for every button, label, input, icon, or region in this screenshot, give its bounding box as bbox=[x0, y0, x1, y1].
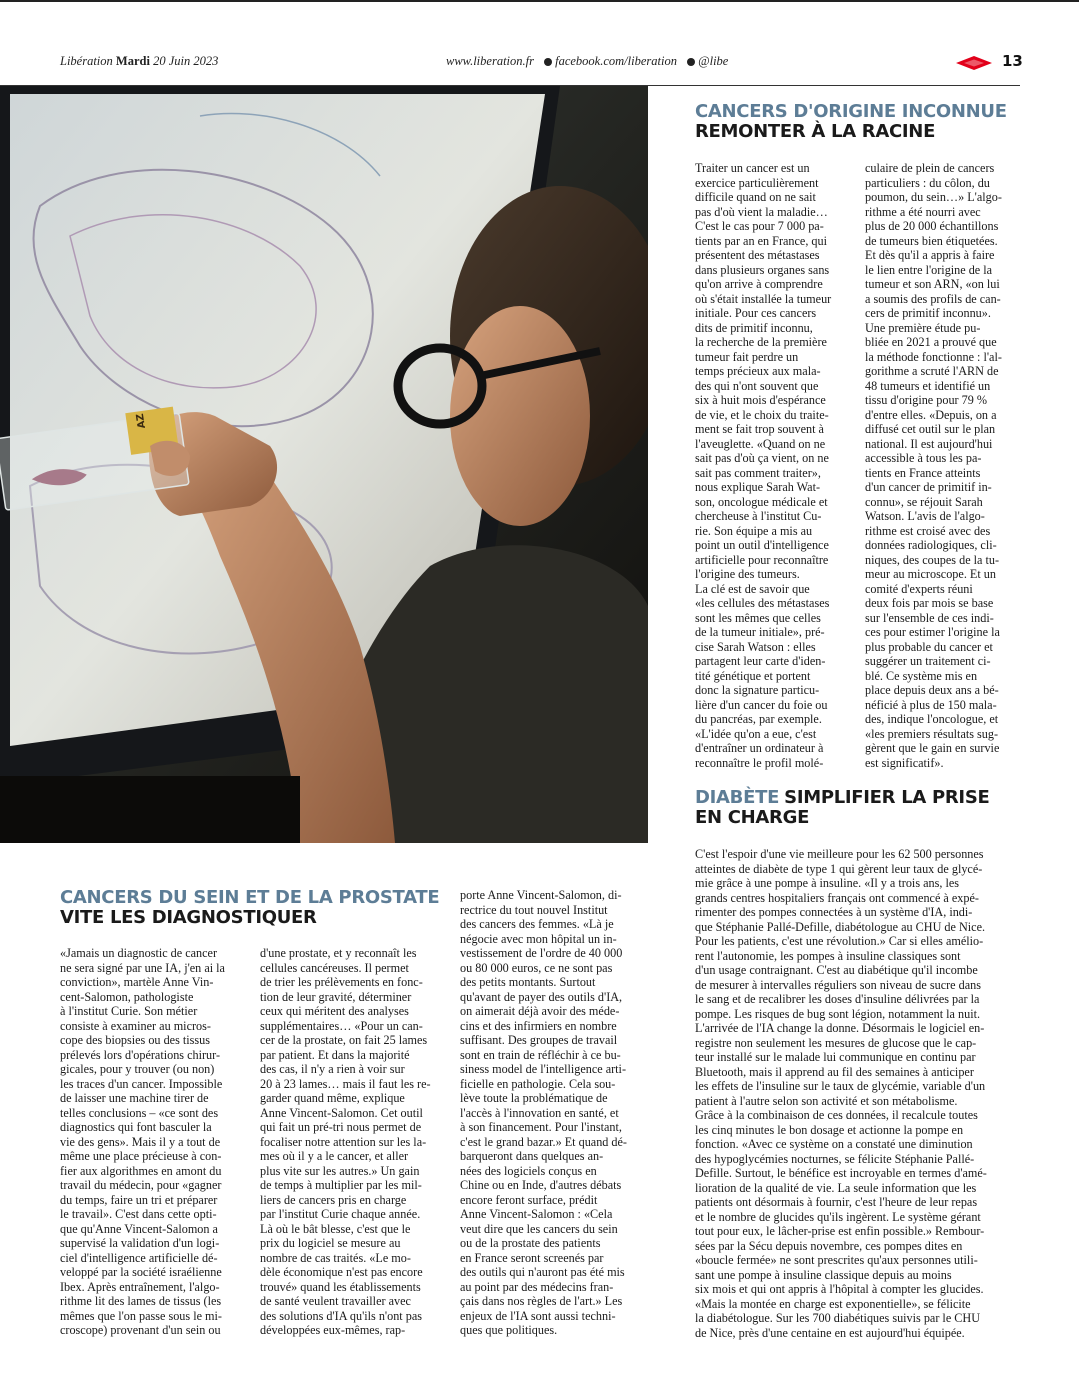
article-photo bbox=[0, 86, 648, 843]
text-line: travail du médecin, pour «gagner bbox=[60, 1178, 222, 1192]
text-line: sur l'ensemble de ces indi- bbox=[865, 610, 994, 625]
text-line: a soumis des profils de can- bbox=[865, 291, 1001, 306]
header-dateline bbox=[60, 54, 218, 69]
text-line: sont les mêmes que celles bbox=[695, 610, 821, 625]
text-line: cellules cancéreuses. Il permet bbox=[260, 960, 409, 975]
text-line: nous explique Sarah Wat- bbox=[695, 480, 821, 494]
text-line: des hypoglycémies nocturnes, se félicite Stéphanie Pallé- bbox=[695, 1151, 975, 1166]
text-line: prix du logiciel se mesure au bbox=[260, 1236, 401, 1250]
article-column-2 bbox=[865, 161, 1029, 770]
text-line: tité génétique et portent bbox=[695, 668, 811, 683]
text-line: nombre de cas traités. «Le mo- bbox=[260, 1250, 411, 1265]
text-line: place depuis deux ans a bé- bbox=[865, 683, 999, 697]
text-line: cer de la prostate, on fait 25 lames bbox=[260, 1033, 428, 1047]
text-line: qu'avant de payer des outils d'IA, bbox=[460, 989, 623, 1004]
text-line: cope des biopsies ou des tissus bbox=[60, 1033, 210, 1047]
text-line: tion de leur gravité, déterminer bbox=[260, 989, 412, 1004]
text-line: qu'on arrive à comprendre bbox=[695, 277, 823, 291]
text-line: de la tumeur initiale», pré- bbox=[695, 625, 825, 639]
text-line: connu», se réjouit Sarah bbox=[865, 494, 983, 509]
text-line: particuliers : du côlon, du bbox=[865, 175, 990, 190]
text-line: 20 à 23 lames… mais il faut les re- bbox=[260, 1076, 431, 1091]
text-line: sait pas d'où ça vient, on ne bbox=[695, 451, 829, 465]
article-heading-diabete bbox=[695, 788, 1035, 828]
text-line: barqueront dans quelques an- bbox=[460, 1149, 604, 1163]
text-line: deux fois par mois se base bbox=[865, 596, 994, 610]
text-line: national. Il est aujourd'hui bbox=[865, 436, 993, 451]
text-line: meur au microscope. Et un bbox=[865, 567, 996, 581]
article-column-3 bbox=[460, 888, 650, 1338]
text-line: enjeux de l'IA sont aussi techni- bbox=[460, 1308, 616, 1323]
text-line: Defille. Surtout, le bénéfice est incroyable en termes d'amé- bbox=[695, 1166, 987, 1180]
text-line: reconnaître le profil molé- bbox=[695, 755, 824, 770]
text-line: ques que politiques. bbox=[460, 1323, 558, 1337]
text-line: de mesurer à intervalles réguliers son niveau de sucre dans bbox=[695, 977, 981, 992]
text-line: Et dès qu'il a appris à faire bbox=[865, 248, 995, 262]
text-line: Anne Vincent-Salomon : «Cela bbox=[460, 1207, 613, 1221]
website-link[interactable]: www.liberation.fr bbox=[446, 54, 534, 68]
text-line: rent l'autonomie, les pompes à insuline classiques sont bbox=[695, 948, 961, 963]
text-line: focaliser notre attention sur les la- bbox=[260, 1134, 427, 1149]
text-line: pas d'où vient la maladie… bbox=[695, 204, 828, 219]
text-line: Pour les patients, c'est une révolution.» Car si elles amélio- bbox=[695, 934, 984, 948]
text-line: registre non seulement les mesures de glucose que le cap- bbox=[695, 1035, 977, 1050]
text-line: sées par la Sécu depuis novembre, ces pompes dites en bbox=[695, 1238, 963, 1253]
text-line: tumeur fait perdre un bbox=[695, 349, 799, 364]
text-line: patients ont désormais à fournir, c'est l'heure de leur repas bbox=[695, 1195, 978, 1209]
text-line: veut dire que les cancers du sein bbox=[460, 1221, 618, 1236]
text-line: «boucle fermée» ne sont prescrites qu'aux personnes utili- bbox=[695, 1253, 978, 1267]
text-line: d'entraîner un ordinateur à bbox=[695, 741, 824, 755]
text-line: ment se fait trop souvent à bbox=[695, 422, 824, 436]
text-line: veloppé par la société israélienne bbox=[60, 1265, 222, 1279]
text-line: par l'institut Curie chaque année. bbox=[260, 1207, 421, 1221]
text-line: lioration de la qualité de vie. La seule information que les bbox=[695, 1180, 977, 1195]
text-line: La clé est de savoir que bbox=[695, 581, 810, 596]
slide-label: AZ bbox=[134, 412, 148, 430]
text-line: niques, des coupes de la tu- bbox=[865, 552, 1000, 567]
twitter-icon bbox=[687, 58, 695, 66]
text-line: c'est le grand bazar.» Et quand dé- bbox=[460, 1134, 627, 1149]
text-line: difficile quand on ne sait bbox=[695, 190, 816, 204]
text-line: ou 80 000 euros, ce ne sont pas bbox=[460, 960, 613, 975]
text-line: çais dans nos règles de l'art.» Les bbox=[460, 1294, 623, 1308]
text-line: son, oncologue médicale et bbox=[695, 494, 828, 509]
text-line: où s'était installée la tumeur bbox=[695, 291, 832, 306]
text-line: initiale. Pour ces cancers bbox=[695, 306, 817, 320]
text-line: est significatif». bbox=[865, 755, 944, 770]
text-line: on aimerait déjà avoir des méde- bbox=[460, 1004, 620, 1018]
text-line: artificielle pour reconnaître bbox=[695, 552, 829, 567]
text-line: du pancréas, par exemple. bbox=[695, 712, 822, 726]
text-line: tients par an en France, qui bbox=[695, 233, 827, 248]
text-line: de laisser une machine tirer de bbox=[60, 1091, 209, 1105]
publication-name: Libération bbox=[60, 54, 113, 68]
text-line: suffisant. Des groupes de travail bbox=[460, 1033, 618, 1047]
text-line: dèle économique n'est pas encore bbox=[260, 1265, 423, 1279]
text-line: suggérer un traitement ci- bbox=[865, 654, 991, 668]
text-line: «les premiers résultats sug- bbox=[865, 726, 999, 741]
text-line: de Nice, près d'une centaine en est aujourd'hui équipée. bbox=[695, 1325, 965, 1340]
text-line: de trier les prélèvements en fonc- bbox=[260, 975, 423, 989]
text-line: sant une pompe à insuline classique depuis au moins bbox=[695, 1267, 952, 1282]
text-line: six à huit mois d'espérance bbox=[695, 393, 826, 407]
text-line: le sang et de recalibrer les doses d'insuline délivrées par la bbox=[695, 992, 980, 1006]
text-line: Anne Vincent-Salomon. Cet outil bbox=[260, 1105, 423, 1120]
top-border bbox=[0, 0, 1079, 2]
text-line: L'arrivée de l'IA change la donne. Désormais le logiciel en- bbox=[695, 1021, 985, 1035]
text-line: au point par des médecins fran- bbox=[460, 1279, 614, 1294]
article-title: VITE LES DIAGNOSTIQUER bbox=[60, 907, 317, 928]
photo-illustration bbox=[0, 86, 648, 843]
text-line: rithme lit des lames de tissus (les bbox=[60, 1294, 222, 1308]
text-line: du temps, faire un tri et préparer bbox=[60, 1192, 218, 1207]
text-line: données radiologiques, cli- bbox=[865, 538, 997, 552]
text-line: Une première étude pu- bbox=[865, 320, 981, 335]
text-line: «Mais la montée en charge est exponentielle», se félicite bbox=[695, 1296, 971, 1311]
text-line: ciel d'intelligence artificielle dé- bbox=[60, 1250, 218, 1265]
text-line: et le nombre de glucides qu'ils ingèrent. Le système gérant bbox=[695, 1209, 981, 1224]
date-weekday: Mardi bbox=[115, 54, 150, 68]
text-line: de temps à multiplier par les mil- bbox=[260, 1178, 422, 1192]
text-line: partagent leur carte d'iden- bbox=[695, 654, 826, 668]
facebook-icon bbox=[544, 58, 552, 66]
text-line: en France seront screenés par bbox=[460, 1250, 604, 1265]
text-line: rimenter des pompes connectées à un système d'IA, indi- bbox=[695, 905, 973, 919]
text-line: Traiter un cancer est un bbox=[695, 161, 810, 175]
text-line: des qui n'ont souvent que bbox=[695, 378, 819, 393]
text-line: développées eux-mêmes, rap- bbox=[260, 1323, 406, 1337]
text-line: teur installé sur le malade lui communique en continu par bbox=[695, 1050, 976, 1064]
text-line: «les cellules des métastases bbox=[695, 596, 830, 610]
text-line: comité d'experts réuni bbox=[865, 581, 973, 596]
text-line: chercheuse à l'institut Cu- bbox=[695, 509, 822, 523]
article-kicker: CANCERS D'ORIGINE INCONNUE bbox=[695, 101, 1007, 122]
text-line: Chine ou en Inde, d'autres débats bbox=[460, 1178, 622, 1192]
text-line: de santé veulent travailler avec bbox=[260, 1294, 411, 1308]
text-line: présentent des métastases bbox=[695, 248, 820, 262]
article-kicker: DIABÈTE bbox=[695, 787, 780, 808]
page-header bbox=[0, 52, 1079, 76]
facebook-link[interactable]: facebook.com/liberation bbox=[555, 54, 677, 68]
text-line: les traces d'un cancer. Impossible bbox=[60, 1076, 223, 1091]
text-line: la diabétologue. Sur les 700 diabétiques suivis par le CHU bbox=[695, 1311, 981, 1325]
text-line: des cancers des femmes. «Là je bbox=[460, 917, 614, 931]
text-line: donc la signature particu- bbox=[695, 683, 820, 697]
text-line: patient à l'autre selon son activité et son métabolisme. bbox=[695, 1093, 958, 1108]
text-line: cise Sarah Watson : elles bbox=[695, 639, 816, 654]
text-line: cent-Salomon, pathologiste bbox=[60, 989, 194, 1004]
text-line: la méthode fonctionne : l'al- bbox=[865, 349, 1002, 364]
text-line: bliée en 2021 a prouvé que bbox=[865, 335, 997, 349]
text-line: garder quand même, explique bbox=[260, 1091, 405, 1105]
text-line: gicales, pour y trouver (ou non) bbox=[60, 1062, 215, 1076]
text-line: culaire de plein de cancers bbox=[865, 161, 995, 175]
page-number: 13 bbox=[1002, 52, 1023, 70]
text-line: d'un usage contraignant. C'est au diabétique qu'il incombe bbox=[695, 963, 978, 977]
text-line: qui fait un pré-tri nous permet de bbox=[260, 1120, 422, 1134]
text-line: tissu d'origine pour 79 % bbox=[865, 393, 988, 407]
text-line: Grâce à la combinaison de ces données, il recalcule toutes bbox=[695, 1108, 978, 1122]
article-kicker: CANCERS DU SEIN ET DE LA PROSTATE bbox=[60, 887, 440, 908]
text-line: la recherche de la première bbox=[695, 335, 827, 349]
text-line: l'accès à l'innovation en santé, et bbox=[460, 1105, 619, 1120]
text-line: que Stéphanie Pallé-Defille, diabétologue au CHU de Nice. bbox=[695, 919, 986, 934]
text-line: accessible à tous les pa- bbox=[865, 451, 982, 465]
text-line: fier aux algorithmes en amont du bbox=[60, 1163, 222, 1178]
article-title: REMONTER À LA RACINE bbox=[695, 121, 936, 142]
text-line: d'une prostate, et y reconnaît les bbox=[260, 946, 417, 960]
text-line: pompe. Les risques de bug sont légion, notamment la nuit. bbox=[695, 1006, 981, 1021]
text-line: des petits montants. Surtout bbox=[460, 975, 596, 989]
text-line: des, indique l'oncologue, et bbox=[865, 712, 999, 726]
liberation-logo-icon bbox=[956, 55, 992, 71]
text-line: gorithme a scruté l'ARN de bbox=[865, 364, 999, 378]
text-line: blé. Ce système mis en bbox=[865, 668, 978, 683]
text-line: trouvé» quand les établissements bbox=[260, 1279, 421, 1294]
text-line: vestissement de l'ordre de 40 000 bbox=[460, 946, 623, 960]
text-line: les effets de l'insuline sur le taux de glycémie, variable d'un bbox=[695, 1079, 986, 1093]
text-line: sait pas comment traiter», bbox=[695, 465, 821, 480]
text-line: l'aveuglette. «Quand on ne bbox=[695, 436, 826, 451]
article-heading-cancers-inconnus bbox=[695, 102, 1035, 142]
text-line: plus vite sur les autres.» Un gain bbox=[260, 1163, 420, 1178]
text-line: siness model de l'intelligence arti- bbox=[460, 1062, 627, 1076]
text-line: des cas, il n'y a rien à voir sur bbox=[260, 1062, 405, 1076]
text-line: tumeur et son ARN, «on lui bbox=[865, 277, 1000, 291]
text-line: nées des logiciels conçus en bbox=[460, 1163, 597, 1178]
text-line: lève toute la problématique de bbox=[460, 1091, 608, 1105]
text-line: encore feront surface, prédit bbox=[460, 1192, 598, 1207]
text-line: négocie avec mon hôpital un in- bbox=[460, 931, 617, 946]
text-line: mes où il y a le cancer, et aller bbox=[260, 1149, 409, 1163]
text-line: de tumeurs bien étiquetées. bbox=[865, 233, 998, 248]
text-line: le travail». C'est dans cette opti- bbox=[60, 1207, 217, 1221]
text-line: grands centres hospitaliers français ont commencé à expé- bbox=[695, 890, 979, 905]
text-line: six mois et qui ont appris à l'hôpital à compter les glucides. bbox=[695, 1282, 984, 1296]
text-line: ne sera signé par une IA, j'en ai la bbox=[60, 960, 225, 975]
text-line: diagnostics qui font basculer la bbox=[60, 1120, 212, 1134]
text-line: «Jamais un diagnostic de cancer bbox=[60, 946, 218, 960]
text-line: telles conclusions – «ce sont des bbox=[60, 1105, 219, 1120]
text-line: rie. Son équipe a mis au bbox=[695, 523, 813, 538]
text-line: prélevés lors d'opérations chirur- bbox=[60, 1047, 220, 1062]
text-line: fonction. «Avec ce système on a constaté une diminution bbox=[695, 1137, 973, 1151]
text-line: le lien entre l'origine de la bbox=[865, 262, 993, 277]
text-line: porte Anne Vincent-Salomon, di- bbox=[460, 888, 622, 902]
text-line: rectrice du tout nouvel Institut bbox=[460, 902, 608, 917]
text-line: C'est l'espoir d'une vie meilleure pour les 62 500 personnes bbox=[695, 847, 984, 861]
text-line: poumon, du sein…» L'algo- bbox=[865, 190, 1002, 204]
text-line: gèrent que le gain en survie bbox=[865, 741, 1000, 755]
text-line: dans plusieurs organes sans bbox=[695, 262, 830, 277]
text-line: ficielle en pathologie. Cela sou- bbox=[460, 1076, 616, 1091]
text-line: mêmes que l'on passe sous le mi- bbox=[60, 1308, 222, 1323]
text-line: Watson. L'avis de l'algo- bbox=[865, 509, 985, 523]
date-text: 20 Juin 2023 bbox=[153, 54, 219, 68]
text-line: consiste à examiner au micros- bbox=[60, 1018, 211, 1033]
text-line: des outils qui n'auront pas été mis bbox=[460, 1265, 625, 1279]
text-line: même une place précieuse à con- bbox=[60, 1149, 222, 1163]
text-line: croscope) provenant d'un sein ou bbox=[60, 1323, 221, 1337]
text-line: rithme a été nourri avec bbox=[865, 204, 981, 219]
text-line: vie des gens». Mais il y a tout de bbox=[60, 1134, 221, 1149]
text-line: exercice particulièrement bbox=[695, 175, 819, 190]
text-line: à son financement. Pour l'instant, bbox=[460, 1120, 622, 1134]
text-line: l'origine des tumeurs. bbox=[695, 567, 800, 581]
text-line: que qu'Anne Vincent-Salomon a bbox=[60, 1221, 218, 1236]
text-line: de vie, et le choix du traite- bbox=[695, 407, 829, 422]
article-title-line-2: EN CHARGE bbox=[695, 807, 810, 828]
text-line: cers de primitif inconnu». bbox=[865, 306, 991, 320]
text-line: Là où le bât blesse, c'est que le bbox=[260, 1221, 411, 1236]
text-line: ceux qui méritent des analyses bbox=[260, 1004, 409, 1018]
text-line: dits de primitif inconnu, bbox=[695, 320, 813, 335]
article-heading-sein-prostate bbox=[60, 888, 460, 928]
text-line: plus probable du cancer et bbox=[865, 639, 993, 654]
text-line: cins et des infirmiers en nombre bbox=[460, 1018, 617, 1033]
text-line: supervisé la validation d'un logi- bbox=[60, 1236, 220, 1250]
text-line: néficié à plus de 150 mala- bbox=[865, 697, 997, 712]
twitter-link[interactable]: @libe bbox=[698, 54, 729, 68]
text-line: Bluetooth, mais il apprend au fil des semaines à anticiper bbox=[695, 1064, 974, 1079]
text-line: conviction», martèle Anne Vin- bbox=[60, 975, 214, 989]
text-line: sont en train de réfléchir à ce bu- bbox=[460, 1047, 621, 1062]
text-line: C'est le cas pour 7 000 pa- bbox=[695, 219, 824, 233]
text-line: des solutions d'IA qu'ils n'ont pas bbox=[260, 1308, 422, 1323]
text-line: lière d'un cancer du foie ou bbox=[695, 697, 828, 712]
text-line: à l'institut Curie. Son métier bbox=[60, 1004, 198, 1018]
text-line: point un outil d'intelligence bbox=[695, 538, 829, 552]
text-line: d'un cancer de primitif in- bbox=[865, 480, 992, 494]
text-line: mie grâce à une pompe à insuline. «Il y a trois ans, les bbox=[695, 876, 959, 890]
text-line: les cinq minutes le bon dosage et actionne la pompe en bbox=[695, 1122, 964, 1137]
text-line: rithme est croisé avec des bbox=[865, 523, 991, 538]
article-title-line-1: SIMPLIFIER LA PRISE bbox=[784, 787, 990, 808]
text-line: diffusé cet outil sur le plan bbox=[865, 422, 996, 436]
article-body bbox=[695, 847, 1035, 1340]
text-line: tients en France atteints bbox=[865, 465, 981, 480]
text-line: par patient. Et dans la majorité bbox=[260, 1047, 410, 1062]
text-line: plus de 20 000 échantillons bbox=[865, 219, 999, 233]
article-column-1 bbox=[60, 946, 250, 1338]
text-line: atteintes de diabète de type 1 qui gèrent leur taux de glycé- bbox=[695, 861, 983, 876]
article-column-1 bbox=[695, 161, 857, 770]
text-line: ou de la prostate des patients bbox=[460, 1236, 601, 1250]
text-line: Ibex. Après entraînement, l'algo- bbox=[60, 1279, 220, 1294]
text-line: 48 tumeurs et identifié un bbox=[865, 378, 991, 393]
text-line: ces pour estimer l'origine la bbox=[865, 625, 1000, 639]
text-line: d'entre elles. «Depuis, on a bbox=[865, 407, 997, 422]
text-line: «L'idée qu'on a eue, c'est bbox=[695, 726, 817, 741]
article-column-2 bbox=[260, 946, 450, 1338]
text-line: supplémentaires… «Pour un can- bbox=[260, 1018, 423, 1033]
text-line: temps précieux aux mala- bbox=[695, 364, 821, 378]
text-line: tout pour eux, le lâcher-prise est enfin possible.» Rembour- bbox=[695, 1224, 985, 1238]
header-links bbox=[446, 54, 728, 69]
text-line: liers de cancers pris en charge bbox=[260, 1192, 407, 1207]
